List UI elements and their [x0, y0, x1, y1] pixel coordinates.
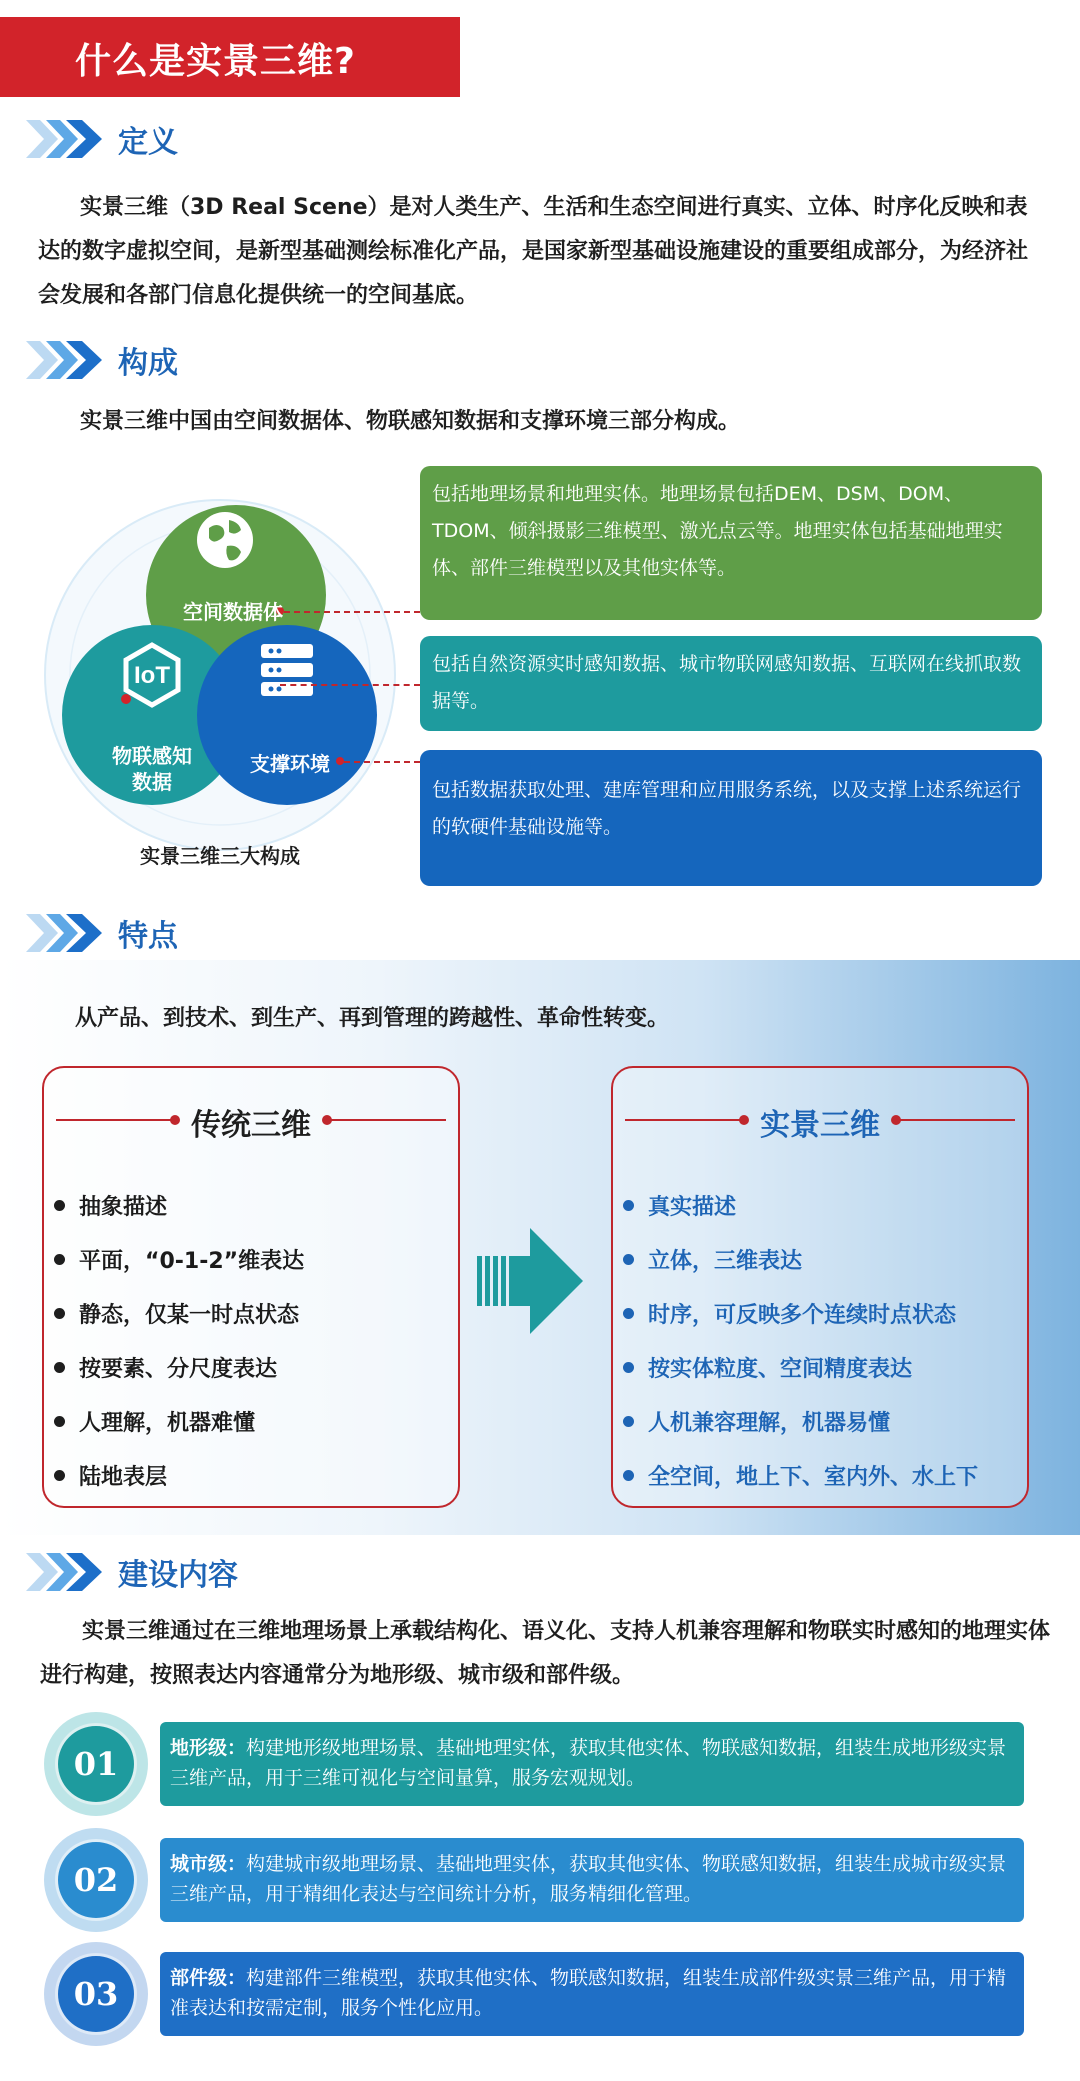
section-title: 定义	[118, 125, 178, 160]
support-env-label: 支撑环境	[250, 752, 330, 776]
section-header-build	[26, 1547, 238, 1597]
step-number-label: 01	[55, 1723, 137, 1805]
step-number-03	[44, 1942, 148, 2046]
build-text: 实景三维通过在三维地理场景上承载结构化、语义化、支持人机兼容理解和物联实时感知的地理实体进行构建，按照表达内容通常分为地形级、城市级和部件级。	[40, 1619, 1051, 1688]
title-banner	[0, 17, 460, 97]
row-label: 地形级：	[170, 1737, 247, 1759]
real-scene-title: 实景三维	[760, 1108, 880, 1143]
definition-text: 实景三维（3D Real Scene）是对人类生产、生活和生态空间进行真实、立体、时序化反映和表达的数字虚拟空间，是新型基础测绘标准化产品，是国家新型基础设施建设的重要组成部分，为经济社会发展和各部门信息化提供统一的空间基底。	[38, 195, 1029, 308]
section-title: 特点	[118, 919, 178, 954]
step-number-label: 03	[55, 1953, 137, 2035]
build-row-city	[160, 1838, 1024, 1922]
iot-data-label-line2: 数据	[132, 770, 172, 794]
info-card-iot: 包括自然资源实时感知数据、城市物联网感知数据、互联网在线抓取数据等。	[420, 636, 1042, 731]
connector-line	[284, 611, 420, 613]
row-text: 构建地形级地理场景、基础地理实体，获取其他实体、物联感知数据，组装生成地形级实景三维产品，用于三维可视化与空间量算，服务宏观规划。	[170, 1737, 1007, 1789]
section-title: 建设内容	[118, 1558, 238, 1593]
section-header-definition	[26, 114, 178, 164]
chevrons-icon	[26, 910, 106, 956]
traditional-title: 传统三维	[191, 1108, 311, 1143]
real-scene-3d-box	[611, 1066, 1029, 1508]
globe-icon	[197, 512, 253, 568]
list-item: 人理解，机器难懂	[54, 1394, 304, 1448]
row-label: 部件级：	[170, 1967, 247, 1989]
step-number-label: 02	[55, 1839, 137, 1921]
list-item: 陆地表层	[54, 1448, 304, 1502]
section-title: 构成	[118, 346, 178, 381]
iot-data-label	[72, 743, 232, 795]
chevrons-icon	[26, 116, 106, 162]
list-item: 时序，可反映多个连续时点状态	[623, 1286, 978, 1340]
list-item: 按实体粒度、空间精度表达	[623, 1340, 978, 1394]
features-text: 从产品、到技术、到生产、再到管理的跨越性、革命性转变。	[75, 1006, 670, 1031]
list-item: 全空间，地上下、室内外、水上下	[623, 1448, 978, 1502]
list-item: 立体，三维表达	[623, 1232, 978, 1286]
list-item: 平面，“0-1-2”维表达	[54, 1232, 304, 1286]
row-text: 构建部件三维模型，获取其他实体、物联感知数据，组装生成部件级实景三维产品，用于精准表达和按需定制，服务个性化应用。	[170, 1967, 1007, 2019]
traditional-3d-box	[42, 1066, 460, 1508]
composition-text: 实景三维中国由空间数据体、物联感知数据和支撑环境三部分构成。	[80, 409, 741, 434]
page-title: 什么是实景三维?	[75, 41, 356, 82]
traditional-list	[54, 1178, 304, 1502]
chevrons-icon	[26, 337, 106, 383]
list-item: 人机兼容理解，机器易懂	[623, 1394, 978, 1448]
server-icon	[261, 644, 313, 696]
build-row-terrain	[160, 1722, 1024, 1806]
list-item: 真实描述	[623, 1178, 978, 1232]
connector-line	[344, 761, 420, 763]
build-row-component	[160, 1952, 1024, 2036]
step-number-02	[44, 1828, 148, 1932]
chevrons-icon	[26, 1549, 106, 1595]
svg-text:IoT: IoT	[134, 662, 170, 689]
list-item: 静态，仅某一时点状态	[54, 1286, 304, 1340]
step-number-01	[44, 1712, 148, 1816]
list-item: 按要素、分尺度表达	[54, 1340, 304, 1394]
info-card-support: 包括数据获取处理、建库管理和应用服务系统，以及支撑上述系统运行的软硬件基础设施等。	[420, 750, 1042, 886]
arrow-right-icon	[475, 1226, 585, 1336]
diagram-caption: 实景三维三大构成	[140, 844, 300, 868]
list-item: 抽象描述	[54, 1178, 304, 1232]
real-scene-list	[623, 1178, 978, 1502]
info-card-spatial: 包括地理场景和地理实体。地理场景包括DEM、DSM、DOM、TDOM、倾斜摄影三维模型、激光点云等。地理实体包括基础地理实体、部件三维模型以及其他实体等。	[420, 466, 1042, 620]
row-label: 城市级：	[170, 1853, 247, 1875]
connector-line	[280, 684, 420, 686]
section-header-features	[26, 908, 178, 958]
section-header-composition	[26, 335, 178, 385]
spatial-data-label: 空间数据体	[183, 600, 283, 624]
composition-diagram	[30, 490, 410, 870]
row-text: 构建城市级地理场景、基础地理实体，获取其他实体、物联感知数据，组装生成城市级实景三维产品，用于精细化表达与空间统计分析，服务精细化管理。	[170, 1853, 1007, 1905]
iot-data-label-line1: 物联感知	[112, 744, 192, 768]
